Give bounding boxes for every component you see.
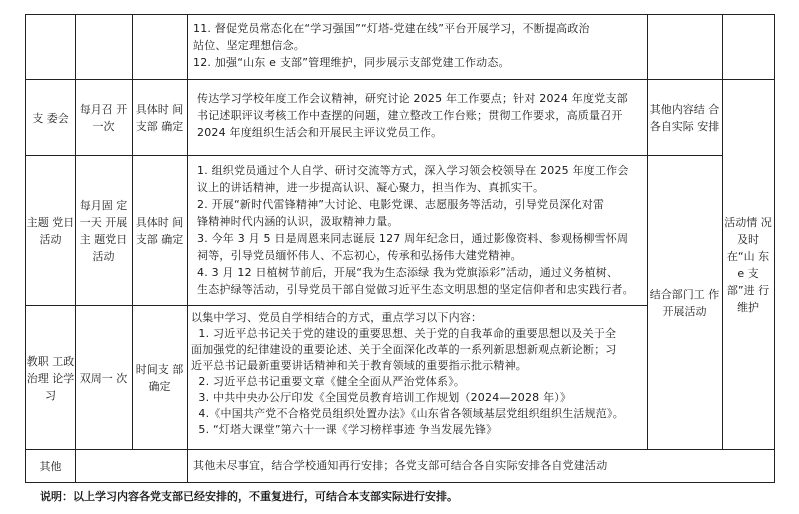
- category-other: 其他: [39, 459, 62, 473]
- category-theme-party-day: 主题 党日 活动: [26, 216, 75, 246]
- row-divider-1: [25, 79, 775, 80]
- content-other: 其他未尽事宜，结合学校通知再行安排；各党支部可结合各自实际安排各自党建活动: [193, 459, 608, 472]
- timing-staff-political-study: 时间支 部确定: [135, 363, 184, 393]
- row-divider-4: [25, 449, 775, 450]
- timing-branch-committee: 具体时 间支部 确定: [135, 103, 184, 133]
- col-divider-3: [187, 14, 188, 482]
- row-continued-content: 11. 督促党员常态化在“学习强国”“灯塔-党建在线”平台开展学习，不断提高政治 站位、坚定理想信念。 12. 加强“山东 e 支部”管理维护，同步展示支部党建工作动态。: [193, 22, 590, 69]
- table-border-right: [774, 14, 775, 483]
- row-divider-2a: [25, 155, 722, 156]
- frequency-branch-committee: 每月召 开一次: [79, 103, 128, 133]
- category-branch-committee: 支 委会: [32, 111, 69, 125]
- organizer-merged: 结合部门工 作开展活动: [649, 288, 720, 318]
- table-border-top: [25, 14, 775, 15]
- category-staff-political-study: 教职 工政 治理 论学 习: [26, 354, 75, 402]
- frequency-theme-party-day: 每月固 定一天 开展主 题党日 活动: [79, 199, 128, 263]
- table-border-bottom: [25, 482, 775, 483]
- frequency-staff-political-study: 双周一 次: [79, 371, 128, 385]
- content-staff-political-study: 以集中学习、党员自学相结合的方式，重点学习以下内容： 1. 习近平总书记关于党的建设的重要思想、关于党的自我革命的重要思想以及关于全 面加强党的纪律建设的重要论述、关于全面深化改革的一系列新思想新观点新论断；习 近平总书记最新重要讲话精神和关于教育领域的重要指示批示精神。 2. 习近平总书记重要文章《健全全面从严治党体系》。 3. 中共中央办公厅印发《全国党员教育培训工作规划（2024—2028 年）》 4.《中国共产党不合格党员组织处置办法》《山东省各领域基层党组织组织生活规范》。 5. “灯塔大课堂”第六十一课《学习榜样事迹 争当发展先锋》: [191, 311, 624, 436]
- content-theme-party-day: 1. 组织党员通过个人自学、研讨交流等方式，深入学习领会校领导在 2025 年度工作会 议上的讲话精神，进一步提高认识、凝心聚力，担当作为、真抓实干。 2. 开展“新时代雷锋精神”大讨论、电影党课、志愿服务等活动，引导党员深化对雷 锋精神时代内涵的认识，汲取精神力量。 3. 今年 3 月 5 日是周恩来同志诞辰 127 周年纪念日，通过影像资料、参观杨柳雪怀周 祠等，引导党员缅怀伟人、不忘初心，传承和弘扬伟大建党精神。 4. 3 月 12 日植树节前后，开展“我为生态添绿 我为党旗添彩”活动，通过义务植树、 生态护绿等活动，引导党员干部自觉做习近平生态文明思想的坚定信仰者和忠实践行者。: [197, 164, 634, 296]
- content-branch-committee: 传达学习学校年度工作会议精神，研究讨论 2025 年工作要点；针对 2024 年度党支部 书记述职评议考核工作中查摆的问题，建立整改工作台账；贯彻工作要求，高质量召开 2024 年度组织生活会和开展民主评议党员工作。: [197, 92, 628, 139]
- timing-theme-party-day: 具体时 间支部 确定: [135, 216, 184, 246]
- organizer-branch-committee: 其他内容结 合各自实际 安排: [649, 103, 720, 133]
- col-divider-1: [75, 14, 76, 482]
- row-divider-3: [25, 305, 647, 306]
- supervision-merged: 活动情 况及时 在“山 东 e 支 部”进 行维护: [724, 216, 772, 314]
- footnote: 说明：以上学习内容各党支部已经安排的，不重复进行，可结合本支部实际进行安排。: [40, 490, 458, 503]
- table-border-left: [25, 14, 26, 483]
